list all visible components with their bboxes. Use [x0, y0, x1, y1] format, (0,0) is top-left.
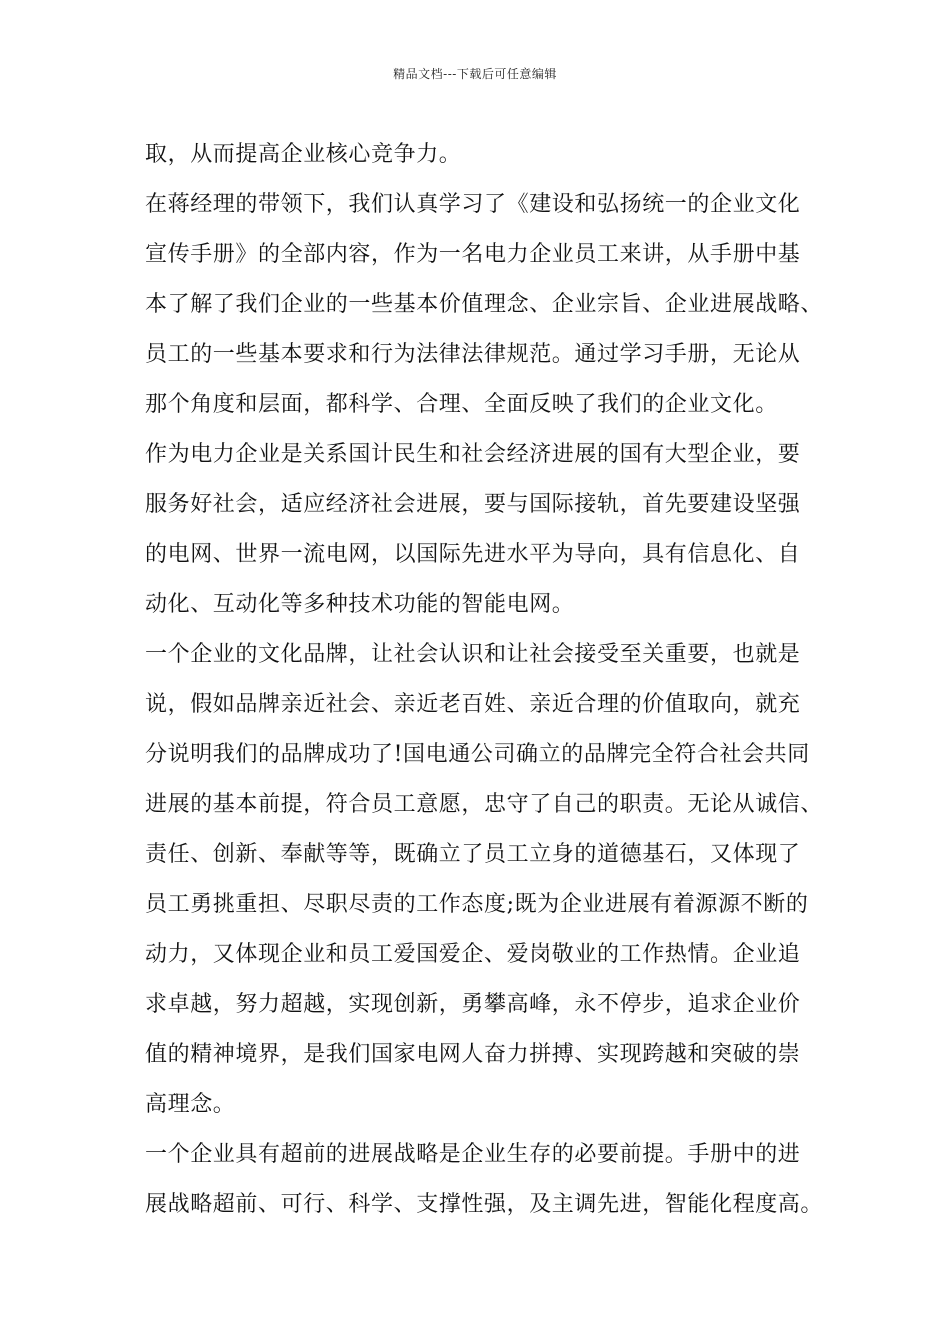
text-line: 一个企业的文化品牌，让社会认识和让社会接受至关重要，也就是 [145, 642, 801, 667]
text-line: 员工的一些基本要求和行为法律法律规范。通过学习手册，无论从 [145, 342, 801, 367]
text-line: 求卓越，努力超越，实现创新，勇攀高峰，永不停步，追求企业价 [145, 992, 801, 1017]
document-body [145, 130, 835, 1230]
text-line: 员工勇挑重担、尽职尽责的工作态度;既为企业进展有着源源不断的 [145, 892, 809, 917]
text-line: 高理念。 [145, 1092, 236, 1117]
text-line: 在蒋经理的带领下，我们认真学习了《建设和弘扬统一的企业文化 [145, 192, 801, 217]
text-line: 动化、互动化等多种技术功能的智能电网。 [145, 592, 575, 617]
text-line: 取，从而提高企业核心竞争力。 [145, 142, 462, 167]
text-line: 一个企业具有超前的进展战略是企业生存的必要前提。手册中的进 [145, 1142, 801, 1167]
text-line: 分说明我们的品牌成功了!国电通公司确立的品牌完全符合社会共同 [145, 742, 810, 767]
text-line: 值的精神境界，是我们国家电网人奋力拼搏、实现跨越和突破的崇 [145, 1042, 801, 1067]
text-line: 责任、创新、奉献等等，既确立了员工立身的道德基石，又体现了 [145, 842, 801, 867]
text-line: 作为电力企业是关系国计民生和社会经济进展的国有大型企业，要 [145, 442, 801, 467]
text-line: 动力，又体现企业和员工爱国爱企、爱岗敬业的工作热情。企业追 [145, 942, 801, 967]
text-line: 进展的基本前提，符合员工意愿，忠守了自己的职责。无论从诚信、 [145, 792, 824, 817]
text-line: 宣传手册》的全部内容，作为一名电力企业员工来讲，从手册中基 [145, 242, 801, 267]
text-line: 说，假如品牌亲近社会、亲近老百姓、亲近合理的价值取向，就充 [145, 692, 801, 717]
text-line: 展战略超前、可行、科学、支撑性强，及主调先进，智能化程度高。 [145, 1192, 824, 1217]
text-line: 本了解了我们企业的一些基本价值理念、企业宗旨、企业进展战略、 [145, 292, 824, 317]
text-line: 服务好社会，适应经济社会进展，要与国际接轨，首先要建设坚强 [145, 492, 801, 517]
text-line: 那个角度和层面，都科学、合理、全面反映了我们的企业文化。 [145, 392, 778, 417]
page-header: 精品文档---下载后可任意编辑 [393, 67, 557, 81]
text-line: 的电网、世界一流电网，以国际先进水平为导向，具有信息化、自 [145, 542, 801, 567]
